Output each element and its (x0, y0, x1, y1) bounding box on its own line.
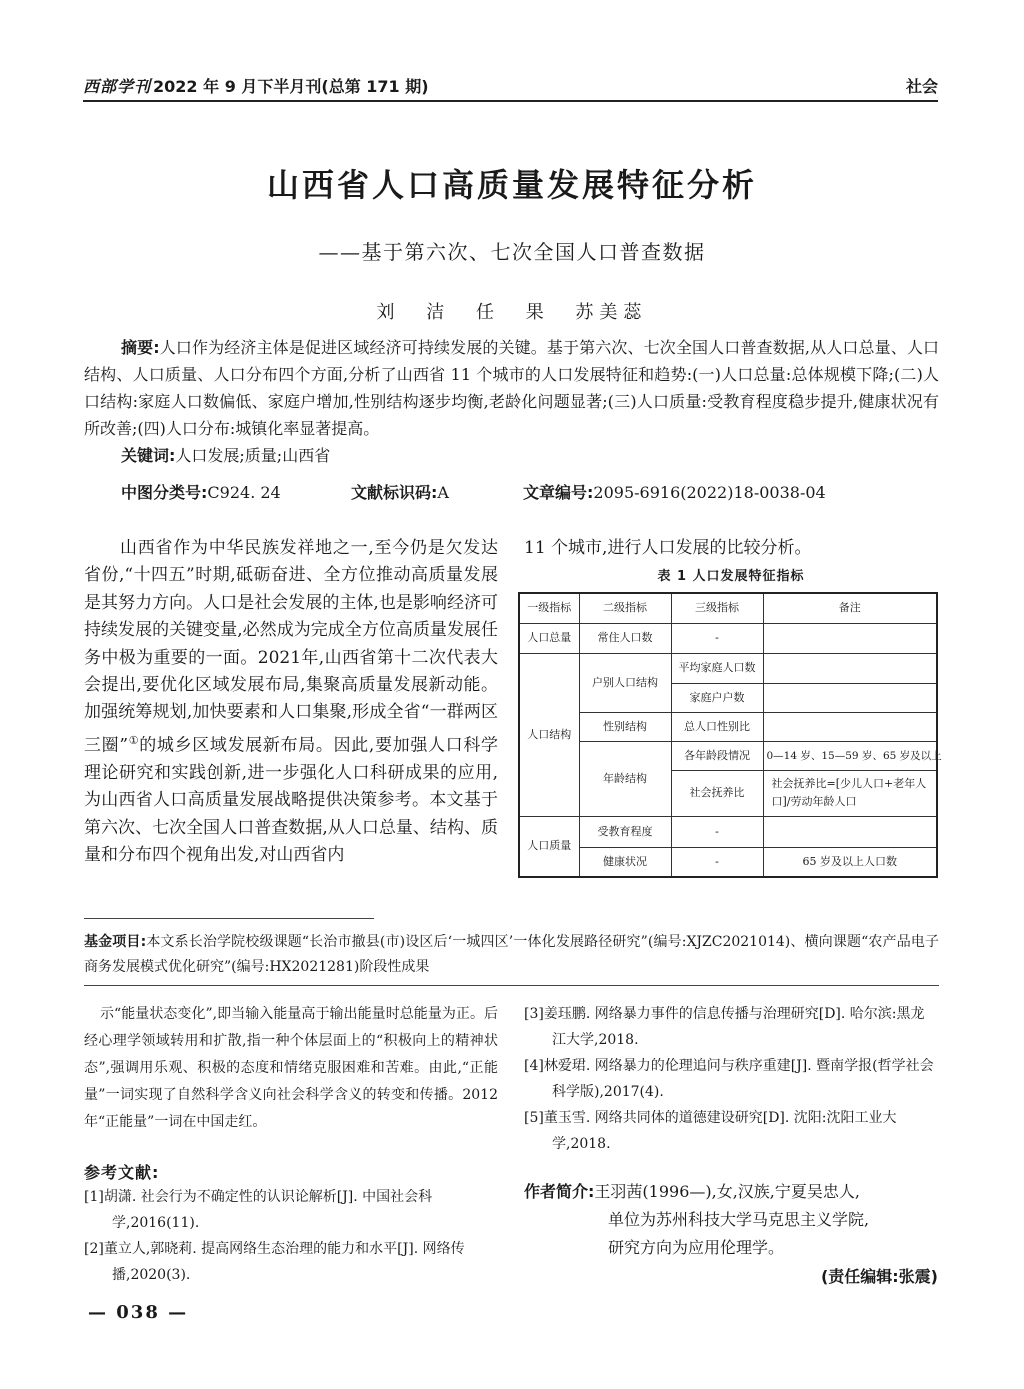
table-cell (763, 816, 937, 847)
clc-value: C924. 24 (207, 483, 281, 502)
classification-line (121, 480, 921, 503)
author-bio-line: 研究方向为应用伦理学。 (608, 1238, 785, 1257)
references-heading: 参考文献: (84, 1163, 160, 1182)
table-cell: 性别结构 (579, 712, 671, 741)
keywords (84, 442, 939, 469)
table-cell: 社会抚养比 (671, 770, 763, 816)
table-caption: 表 1 人口发展特征指标 (657, 569, 805, 584)
author-bio-line: 单位为苏州科技大学马克思主义学院, (608, 1210, 870, 1229)
fund-text: 本文系长治学院校级课题“长治市撤县(市)设区后‘一城四区’一体化发展路径研究”(编号:XJZC2021014)、横向课题“农产品电子商务发展模式优化研究”(编号:HX2021281)阶段性成果 (84, 934, 939, 975)
references-right (524, 1001, 938, 1157)
issue-label: 2022 年 9 月下半月刊(总第 171 期) (153, 77, 429, 96)
article-title: 山西省人口高质量发展特征分析 (266, 166, 757, 204)
table-cell: 人口总量 (519, 623, 579, 653)
table-row (519, 653, 937, 683)
table-cell: 平均家庭人口数 (671, 653, 763, 683)
page-number: — 038 — (88, 1302, 189, 1323)
reference-item: [5]董玉雪. 网络共同体的道德建设研究[D]. 沈阳:沈阳工业大学,2018. (524, 1110, 897, 1152)
table-cell: 65 岁及以上人口数 (763, 847, 937, 877)
section-divider (84, 985, 939, 986)
article-no-label: 文章编号: (523, 483, 594, 502)
article-no-group (523, 480, 826, 503)
table-header-cell: 一级指标 (519, 593, 579, 623)
keywords-label: 关键词: (121, 446, 176, 465)
table-cell (763, 623, 937, 653)
table-cell: 受教育程度 (579, 816, 671, 847)
table-cell: - (671, 816, 763, 847)
table-cell: 健康状况 (579, 847, 671, 877)
table-cell: 人口结构 (519, 653, 579, 816)
table-row (519, 847, 937, 877)
table-cell (763, 683, 937, 712)
body-right-text: 11 个城市,进行人口发展的比较分析。 (524, 538, 812, 558)
author-bio-label: 作者简介: (524, 1182, 595, 1201)
header-rule (83, 100, 938, 102)
continuation-paragraph: 示“能量状态变化”,即当输入能量高于输出能量时总能量为正。后经心理学领域转用和扩散,指一种个体层面上的“积极向上的精神状态”,强调用乐观、积极的态度和情绪克服困难和苦难。由此,“正能量”一词实现了自然科学含义向社会科学含义的转变和传播。2012 年“正能量”一词在中国走红。 (84, 1006, 498, 1130)
clc-group (121, 480, 351, 503)
abstract (84, 334, 939, 469)
keywords-text: 人口发展;质量;山西省 (175, 446, 331, 465)
fund-note (84, 930, 939, 980)
table-cell: 常住人口数 (579, 623, 671, 653)
author-bio-text: 王羽茜(1996—),女,汉族,宁夏吴忠人, (594, 1182, 860, 1201)
body-text-part1: 山西省作为中华民族发祥地之一,至今仍是欠发达省份,“十四五”时期,砥砺奋进、全方位推动高质量发展是其努力方向。人口是社会发展的主体,也是影响经济可持续发展的关键变量,必然成为完成全方位高质量发展任务中极为重要的一面。2021年,山西省第十二次代表大会提出,要优化区域发展布局,集聚高质量发展新动能。加强统筹规划,加快要素和人口集聚,形成全省“一群两区三圈” (84, 538, 498, 756)
article-subtitle: ——基于第六次、七次全国人口普查数据 (318, 240, 706, 264)
section-label: 社会 (905, 77, 938, 96)
table-row (519, 816, 937, 847)
table-row (519, 712, 937, 741)
table-cell: 社会抚养比=[少儿人口+老年人口]/劳动年龄人口 (763, 770, 937, 816)
editor-note: (责任编辑:张震) (820, 1267, 938, 1286)
doc-code-value: A (437, 483, 449, 502)
fund-paragraph (84, 930, 939, 980)
table-cell: 各年龄段情况 (671, 741, 763, 770)
continuation-text (84, 1001, 498, 1136)
reference-item: [4]林爱珺. 网络暴力的伦理追问与秩序重建[J]. 暨南学报(哲学社会科学版),2017(4). (524, 1058, 934, 1100)
table-cell: - (671, 623, 763, 653)
table-header-cell: 三级指标 (671, 593, 763, 623)
running-header (83, 68, 938, 102)
table-cell: 人口质量 (519, 816, 579, 877)
table-cell (763, 712, 937, 741)
article-no-value: 2095-6916(2022)18-0038-04 (593, 483, 826, 502)
body-paragraph (84, 535, 498, 870)
clc-label: 中图分类号: (121, 483, 208, 502)
journal-issue (83, 74, 429, 97)
fund-label: 基金项目: (84, 934, 147, 950)
table-cell: 户别人口结构 (579, 653, 671, 712)
abstract-text: 人口作为经济主体是促进区域经济可持续发展的关键。基于第六次、七次全国人口普查数据,从人口总量、人口结构、人口质量、人口分布四个方面,分析了山西省 11 个城市的人口发展特征和趋势:(一)人口总量:总体规模下降;(二)人口结构:家庭人口数偏低、家庭户增加,性别结构逐步均衡,老龄化问题显著;(三)人口质量:受教育程度稳步提升,健康状况有所改善;(四)人口分布:城镇化率显著提高。 (84, 338, 939, 438)
body-text-part2: 的城乡区域发展新布局。因此,要加强人口科学理论研究和实践创新,进一步强化人口科研成果的应用,为山西省人口高质量发展战略提供决策参考。本文基于第六次、七次全国人口普查数据,从人口总量、结构、质量和分布四个视角出发,对山西省内 (84, 735, 498, 866)
doc-code-label: 文献标识码: (351, 483, 438, 502)
table-cell: 家庭户户数 (671, 683, 763, 712)
table-header-row (519, 593, 937, 623)
article-authors: 刘 洁 任 果 苏美蕊 (376, 302, 648, 323)
table-header-cell: 备注 (763, 593, 937, 623)
journal-logo: 西部学刊 (83, 77, 152, 96)
table-cell (763, 653, 937, 683)
references-left (84, 1184, 498, 1288)
indicator-table (518, 592, 942, 878)
table-header-cell: 二级指标 (579, 593, 671, 623)
table-cell: 总人口性别比 (671, 712, 763, 741)
table-cell: 年龄结构 (579, 741, 671, 816)
doc-code-group (351, 480, 523, 503)
footnote-rule (84, 918, 374, 919)
author-bio-line (524, 1178, 938, 1206)
author-bio (524, 1178, 938, 1262)
table-row (519, 741, 937, 770)
abstract-paragraph (84, 334, 939, 442)
table-cell: - (671, 847, 763, 877)
table-cell: 0—14 岁、15—59 岁、65 岁及以上 (763, 741, 937, 770)
reference-item: [2]董立人,郭晓莉. 提高网络生态治理的能力和水平[J]. 网络传播,2020(3). (84, 1241, 465, 1283)
table-row (519, 623, 937, 653)
body-left-column (84, 535, 498, 870)
abstract-label: 摘要: (121, 338, 160, 357)
footnote-mark: ① (128, 733, 140, 747)
reference-item: [1]胡潇. 社会行为不确定性的认识论解析[J]. 中国社会科学,2016(11). (84, 1189, 433, 1231)
reference-item: [3]姜珏鹏. 网络暴力事件的信息传播与治理研究[D]. 哈尔滨:黑龙江大学,2018. (524, 1006, 925, 1048)
